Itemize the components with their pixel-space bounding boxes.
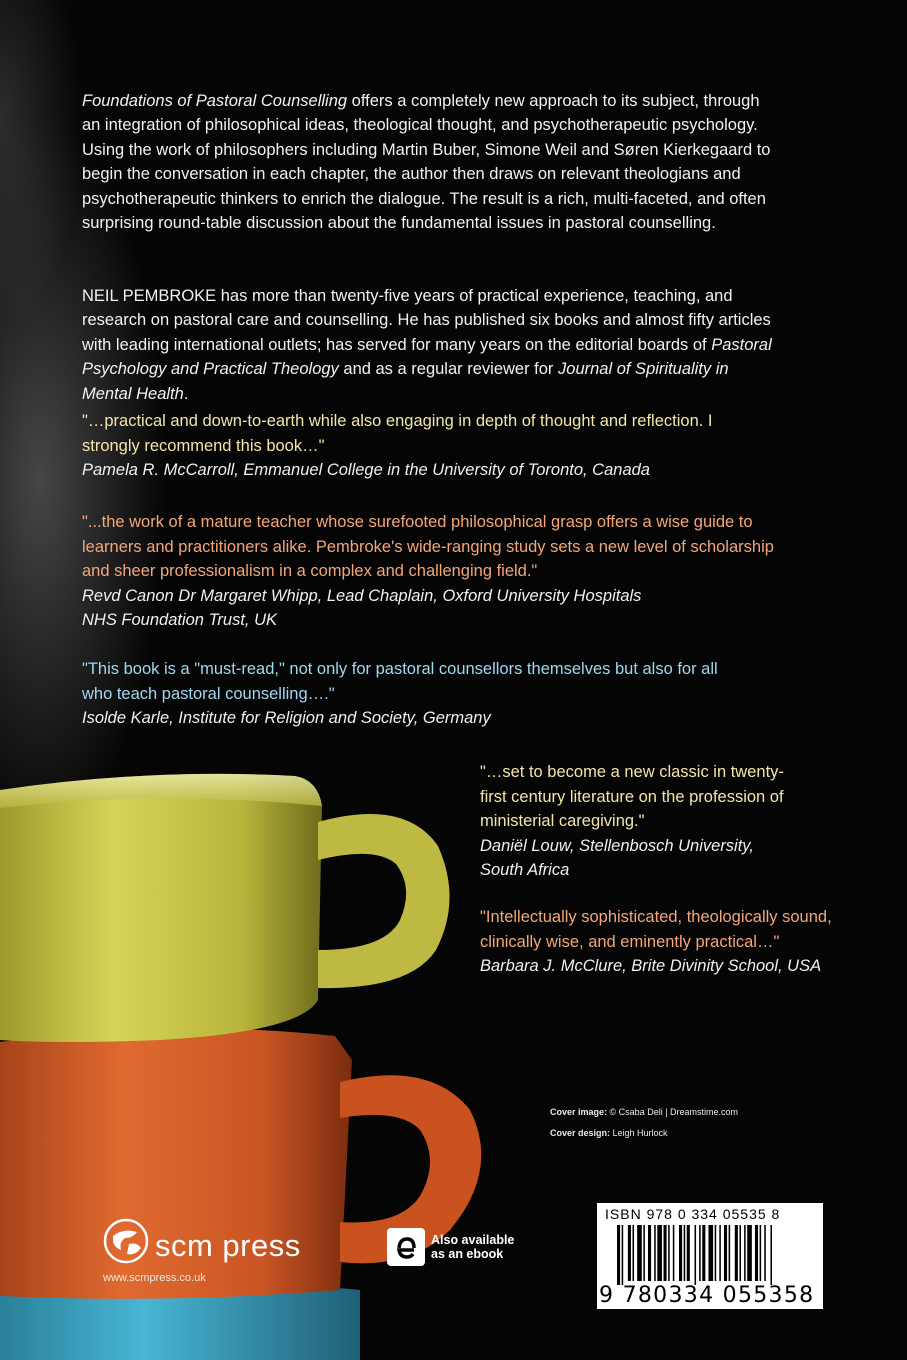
barcode-bar xyxy=(657,1225,662,1281)
bio-text: NEIL PEMBROKE has more than twenty-five years of practical experience, teaching, and research on pastoral care and counselling. He has published six books and almost fifty articles with leading international outlets; has served for many years on the editorial boards of xyxy=(82,286,771,354)
barcode-bar xyxy=(648,1225,651,1281)
cover-credits xyxy=(550,1102,738,1144)
scm-globe-logo-icon xyxy=(103,1218,149,1264)
endorsement-quote: "…practical and down-to-earth while also engaging in depth of thought and reflection. I strongly recommend this book…" xyxy=(82,412,713,455)
barcode-bar xyxy=(643,1225,645,1281)
barcode-bar xyxy=(770,1225,772,1285)
barcode-bar xyxy=(664,1225,667,1281)
endorsement-quote: "This book is a "must-read," not only for pastoral counsellors themselves but also for all who teach pastoral counselling…." xyxy=(82,660,718,703)
isbn-barcode xyxy=(597,1203,823,1309)
publisher-url: www.scmpress.co.uk xyxy=(103,1272,206,1284)
barcode-bar xyxy=(687,1225,690,1281)
endorsement-attribution: Revd Canon Dr Margaret Whipp, Lead Chaplain, Oxford University Hospitals NHS Foundation Trust, UK xyxy=(82,586,642,630)
endorsement-attribution: Barbara J. McClure, Brite Divinity School, USA xyxy=(480,957,822,976)
endorsement xyxy=(82,657,722,731)
isbn-digits: 9 780334 055358 xyxy=(599,1283,815,1308)
barcode-bar xyxy=(744,1225,746,1281)
endorsement-quote: "…set to become a new classic in twenty-first century literature on the profession of ministerial caregiving." xyxy=(480,763,784,831)
journal-title: Journal of Spirituality in Mental Health xyxy=(82,360,729,403)
endorsement-attribution: Isolde Karle, Institute for Religion and Society, Germany xyxy=(82,709,491,728)
barcode-bar xyxy=(715,1225,717,1281)
barcode-bar xyxy=(708,1225,713,1281)
image-credit: Cover image: © Csaba Deli | Dreamstime.com xyxy=(550,1107,739,1117)
ebook-notice: Also available as an ebook xyxy=(431,1233,515,1261)
barcode-bar xyxy=(735,1225,738,1281)
endorsement-attribution: Daniël Louw, Stellenbosch University, South Africa xyxy=(480,836,754,880)
endorsement xyxy=(480,760,810,883)
barcode-bar xyxy=(724,1225,727,1281)
endorsement-attribution: Pamela R. McCarroll, Emmanuel College in the University of Toronto, Canada xyxy=(82,461,650,480)
bio-text: . xyxy=(183,384,189,403)
barcode-bar xyxy=(628,1225,631,1281)
barcode-bar xyxy=(684,1225,686,1281)
barcode-bar xyxy=(739,1225,741,1281)
barcode-bar xyxy=(633,1225,635,1281)
endorsement xyxy=(480,905,840,979)
barcode-bar xyxy=(637,1225,642,1281)
barcode-bar xyxy=(673,1225,675,1281)
barcode-bar xyxy=(668,1225,670,1281)
barcode-bars xyxy=(617,1225,817,1285)
barcode-bar xyxy=(654,1225,656,1281)
book-description xyxy=(82,89,782,237)
barcode-bar xyxy=(702,1225,705,1281)
endorsement-quote: "Intellectually sophisticated, theologically sound, clinically wise, and eminently practical…" xyxy=(480,908,832,951)
endorsement-quote: "...the work of a mature teacher whose surefooted philosophical grasp offers a wise guide to learners and practitioners alike. Pembroke's wide-ranging study sets a new level of scholarship and sheer professionalism in a complex and challenging field." xyxy=(82,513,774,581)
yellow-mug xyxy=(0,774,322,1042)
barcode-bar xyxy=(617,1225,620,1285)
ebook-icon xyxy=(387,1228,425,1266)
barcode-bar xyxy=(729,1225,731,1281)
barcode-bar xyxy=(760,1225,762,1281)
endorsement xyxy=(82,409,722,483)
yellow-mug-handle xyxy=(318,814,450,988)
barcode-bar xyxy=(755,1225,758,1281)
barcode-bar xyxy=(622,1225,624,1285)
barcode-bar xyxy=(764,1225,766,1281)
description-text: offers a completely new approach to its subject, through an integration of philosophical ideas, theological thought, and psychotherapeutic psychology. Using the work of philosophers including Martin Buber, Simone Weil and Søren Kierkegaard to begin the conversation in each chapter, the author then draws on relevant theologians and psychotherapeutic thinkers to enrich the dialogue. The result is a rich, multi-faceted, and often surprising round-table discussion about the fundamental issues in pastoral counselling. xyxy=(82,91,771,233)
journal-title: Pastoral Psychology and Practical Theology xyxy=(82,335,772,379)
barcode-bar xyxy=(679,1225,682,1281)
endorsement xyxy=(82,510,802,633)
book-title: Foundations of Pastoral Counselling xyxy=(82,91,348,110)
design-credit: Cover design: Leigh Hurlock xyxy=(550,1128,668,1138)
barcode-bar xyxy=(699,1225,701,1281)
publisher-name: scm press xyxy=(155,1228,301,1263)
bio-text: and as a regular reviewer for xyxy=(338,360,559,379)
isbn-label: ISBN 978 0 334 05535 8 xyxy=(605,1206,781,1222)
author-bio xyxy=(82,284,782,407)
barcode-bar xyxy=(695,1225,697,1285)
barcode-bar xyxy=(719,1225,721,1281)
barcode-bar xyxy=(747,1225,752,1281)
